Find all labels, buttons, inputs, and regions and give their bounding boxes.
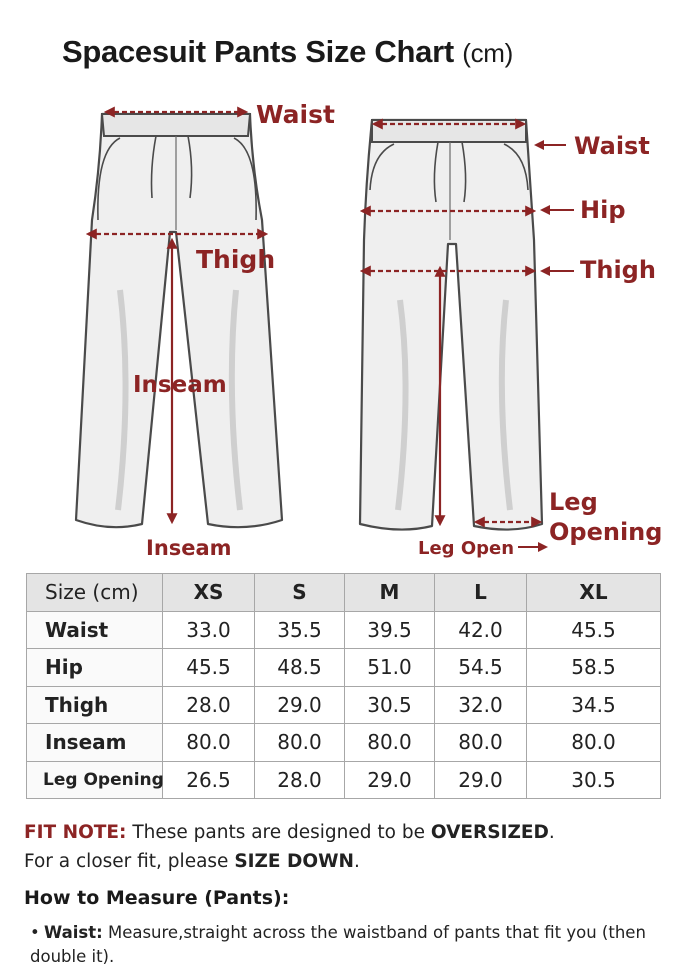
back-hip-label: Hip (580, 196, 626, 224)
table-cell: 42.0 (435, 611, 527, 649)
bullet-term: Waist: (44, 923, 103, 942)
table-cell: 80.0 (527, 724, 661, 762)
table-cell: 80.0 (255, 724, 345, 762)
back-waist-label: Waist (574, 132, 650, 160)
bullet-text: Measure,straight across the waistband of pants that fit you (then double it). (30, 923, 646, 964)
back-leg-label-line2: Opening (549, 518, 663, 546)
table-cell: 45.5 (527, 611, 661, 649)
back-leg-open-label: Leg Open (418, 538, 515, 559)
row-label: Waist (27, 611, 163, 649)
bullet-dot-icon: • (30, 923, 40, 942)
table-cell: 29.0 (435, 761, 527, 799)
table-cell: 29.0 (255, 686, 345, 724)
size-table (26, 573, 661, 799)
table-cell: 45.5 (163, 649, 255, 687)
how-to-heading: How to Measure (Pants): (24, 887, 290, 909)
table-cell: 80.0 (345, 724, 435, 762)
title-main: Spacesuit Pants Size Chart (62, 34, 454, 69)
fit-note-text-3: For a closer fit, please (24, 851, 235, 872)
table-row (27, 724, 661, 762)
row-label: Hip (27, 649, 163, 687)
how-to-bullet (30, 921, 670, 964)
table-cell: 80.0 (163, 724, 255, 762)
table-row (27, 649, 661, 687)
table-row (27, 761, 661, 799)
table-cell: 28.0 (255, 761, 345, 799)
table-cell: 39.5 (345, 611, 435, 649)
table-cell: 33.0 (163, 611, 255, 649)
fit-note-label: FIT NOTE: (24, 822, 127, 843)
table-cell: 30.5 (527, 761, 661, 799)
fit-note-line-1 (24, 818, 555, 847)
back-pants (360, 120, 542, 530)
front-inseam-label: Inseam (133, 372, 227, 398)
title-unit: (cm) (462, 38, 513, 68)
front-thigh-label: Thigh (196, 245, 276, 274)
table-cell: 26.5 (163, 761, 255, 799)
row-label: Inseam (27, 724, 163, 762)
fit-note (24, 818, 555, 876)
fit-note-text-1: These pants are designed to be (126, 822, 431, 843)
fit-note-text-4: . (353, 851, 360, 872)
header-cell: Size (cm) (27, 574, 163, 612)
fit-note-line-2 (24, 847, 555, 876)
header-cell: S (255, 574, 345, 612)
front-inseam-bottom-label: Inseam (146, 536, 232, 560)
table-cell: 35.5 (255, 611, 345, 649)
table-cell: 51.0 (345, 649, 435, 687)
table-cell: 80.0 (435, 724, 527, 762)
header-cell: M (345, 574, 435, 612)
row-label: Leg Opening (27, 761, 163, 799)
header-cell: XL (527, 574, 661, 612)
table-cell: 30.5 (345, 686, 435, 724)
table-cell: 32.0 (435, 686, 527, 724)
fit-note-text-2: . (548, 822, 555, 843)
table-row (27, 611, 661, 649)
back-leg-label-line1: Leg (549, 488, 598, 516)
header-cell: XS (163, 574, 255, 612)
table-cell: 29.0 (345, 761, 435, 799)
front-waist-label: Waist (256, 100, 335, 129)
table-cell: 28.0 (163, 686, 255, 724)
row-label: Thigh (27, 686, 163, 724)
table-cell: 58.5 (527, 649, 661, 687)
fit-note-emphasis-1: OVERSIZED (430, 822, 549, 843)
table-row (27, 686, 661, 724)
table-cell: 34.5 (527, 686, 661, 724)
front-pants (76, 114, 282, 527)
table-cell: 48.5 (255, 649, 345, 687)
back-thigh-label: Thigh (580, 256, 656, 284)
header-cell: L (435, 574, 527, 612)
pants-diagram (0, 90, 700, 570)
table-cell: 54.5 (435, 649, 527, 687)
fit-note-emphasis-2: SIZE DOWN (234, 851, 354, 872)
page-title (62, 34, 513, 70)
table-header-row (27, 574, 661, 612)
